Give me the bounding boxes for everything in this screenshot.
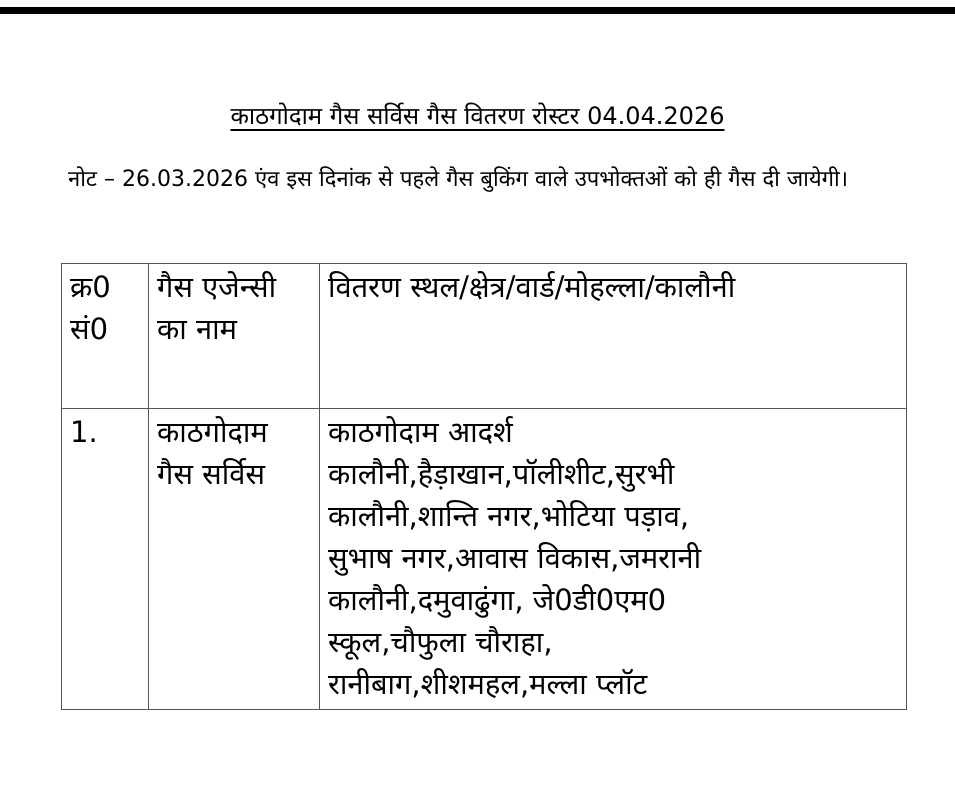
row-agency: काठगोदाम गैस सर्विस [149,409,320,710]
roster-table-header [62,264,907,409]
table-row [62,409,907,710]
top-border-bar [0,7,955,14]
header-area: वितरण स्थल/क्षेत्र/वार्ड/मोहल्ला/कालौनी [320,264,907,409]
header-agency: गैस एजेन्सी का नाम [149,264,320,409]
header-row [62,264,907,409]
roster-table-body [62,409,907,710]
document-note: नोट – 26.03.2026 एंव इस दिनांक से पहले गैस बुकिंग वाले उपभोक्तओं को ही गैस दी जायेगी। [68,167,849,192]
roster-table [61,263,907,710]
document-title-text: काठगोदाम गैस सर्विस गैस वितरण रोस्टर 04.04.2026 [230,102,725,130]
row-area: काठगोदाम आदर्श कालौनी,हैड़ाखान,पॉलीशीट,सुरभी कालौनी,शान्ति नगर,भोटिया पड़ाव, सुभाष नगर,आवास विकास,जमरानी कालौनी,दमुवाढुंगा, जे0डी0एम0 स्कूल,चौफुला चौराहा, रानीबाग,शीशमहल,मल्ला प्लॉट [320,409,907,710]
row-serial: 1. [62,409,149,710]
document-title [0,100,955,132]
header-serial: क्र0 सं0 [62,264,149,409]
